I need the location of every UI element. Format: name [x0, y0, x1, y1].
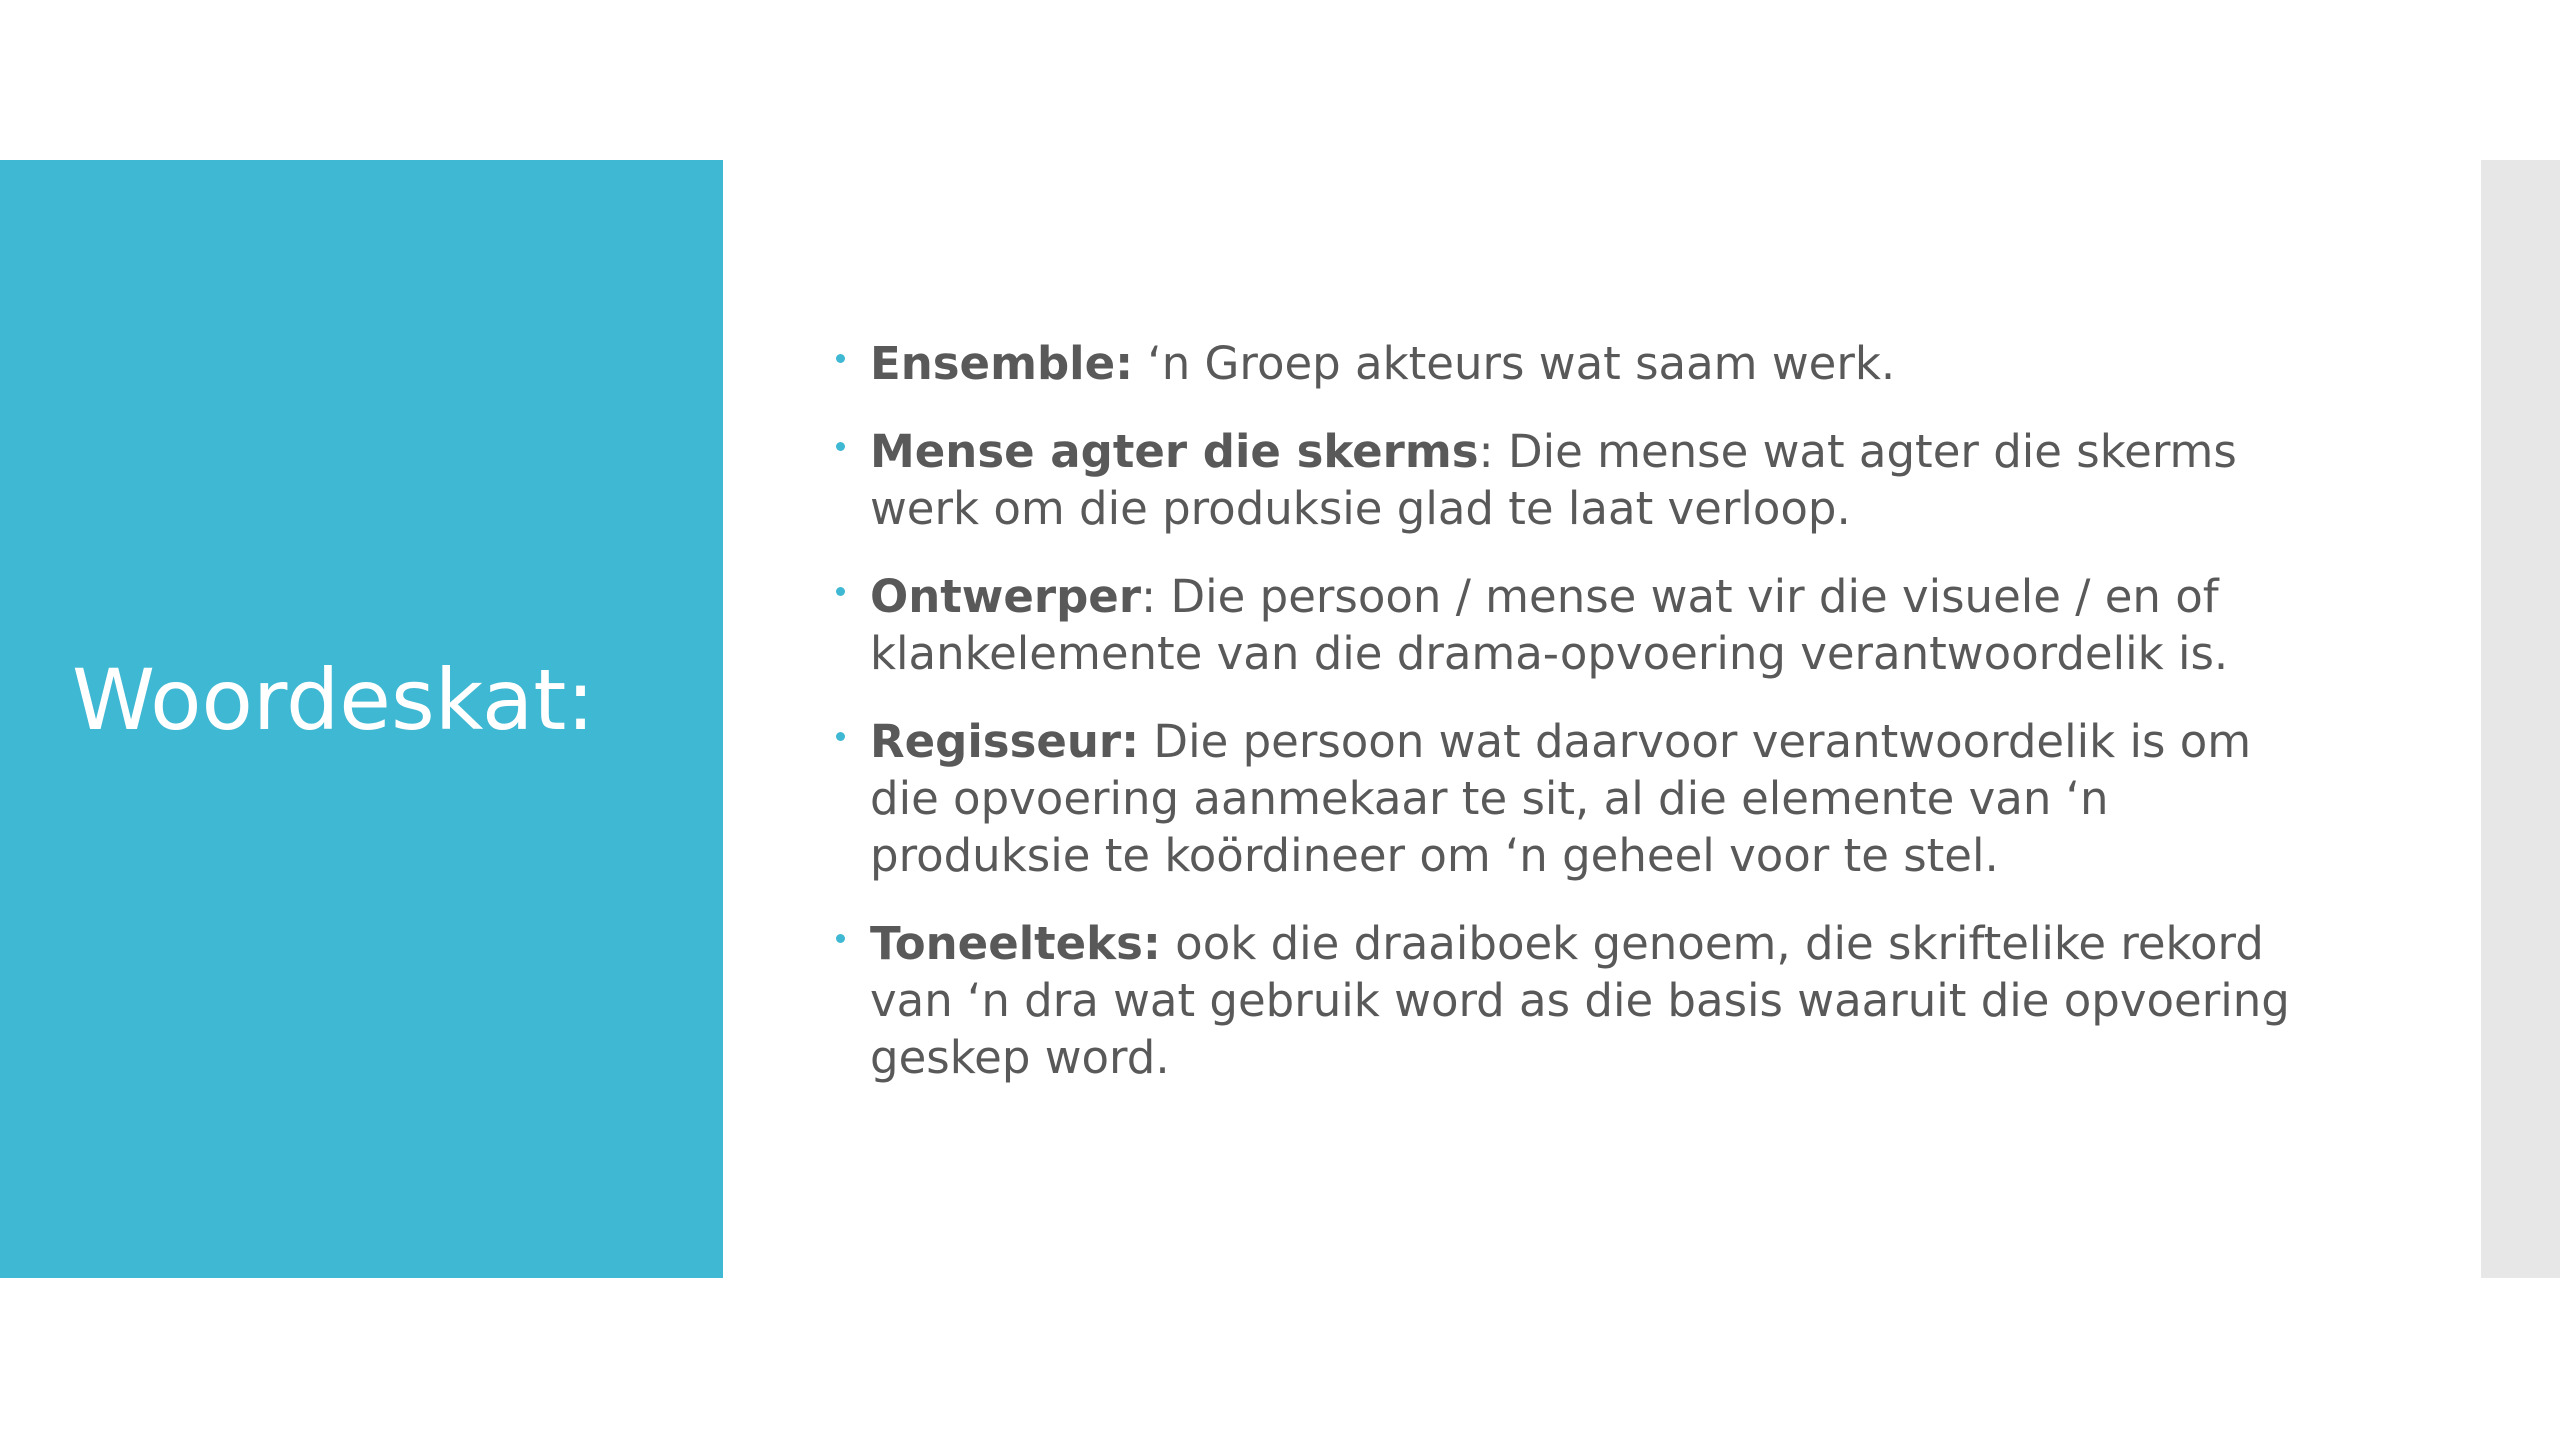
- bullet-item-toneelteks: [830, 915, 2320, 1086]
- bullet-item-ontwerper: [830, 568, 2320, 682]
- term-label: Ensemble:: [870, 337, 1134, 390]
- term-label: Regisseur:: [870, 715, 1140, 768]
- side-strip: [2481, 160, 2560, 1278]
- definition-text: : Die mense wat agter die skerms werk om die produksie glad te laat verloop.: [870, 425, 2237, 535]
- slide-title: Woordeskat:: [72, 651, 595, 749]
- bullet-item-regisseur: [830, 713, 2320, 884]
- bullet-item-mense-agter-die-skerms: [830, 423, 2320, 537]
- bullet-dot-icon: [836, 732, 845, 741]
- definition-text: : Die persoon / mense wat vir die visuele / en of klankelemente van die drama-opvoering verantwoordelik is.: [870, 570, 2229, 680]
- definition-text: ‘n Groep akteurs wat saam werk.: [1133, 337, 1896, 390]
- bullet-dot-icon: [836, 934, 845, 943]
- bullet-dot-icon: [836, 442, 845, 451]
- term-label: Mense agter die skerms: [870, 425, 1479, 478]
- bullet-item-ensemble: [830, 335, 2320, 392]
- bullet-dot-icon: [836, 587, 845, 596]
- bullet-dot-icon: [836, 354, 845, 363]
- term-label: Toneelteks:: [870, 917, 1161, 970]
- term-label: Ontwerper: [870, 570, 1142, 623]
- bullet-list: [830, 335, 2320, 1086]
- definition-text: Die persoon wat daarvoor verantwoordelik is om die opvoering aanmekaar te sit, al die elemente van ‘n produksie te koördineer om ‘n geheel voor te stel.: [870, 715, 2252, 882]
- definition-text: ook die draaiboek genoem, die skriftelike rekord van ‘n dra wat gebruik word as die basis waaruit die opvoering geskep word.: [870, 917, 2290, 1084]
- content-area: [830, 335, 2320, 1117]
